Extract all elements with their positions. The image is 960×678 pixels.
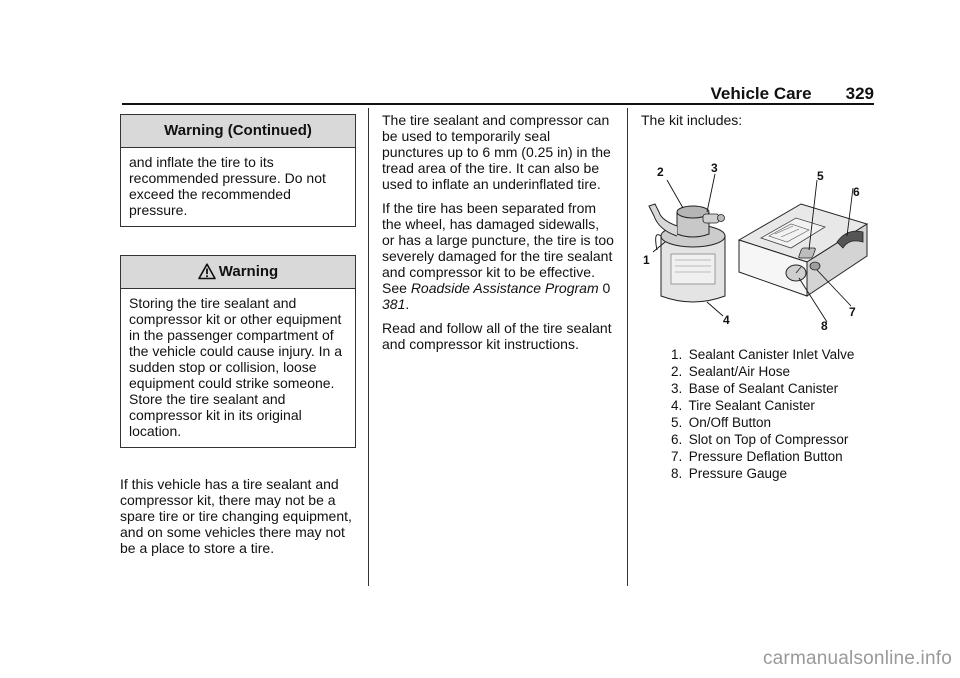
- callout-4: 4: [723, 313, 730, 327]
- warning-title-row: [121, 256, 355, 289]
- list-item: 2. Sealant/Air Hose: [671, 364, 791, 379]
- roadside-assistance-page-link[interactable]: 381: [382, 296, 406, 312]
- list-item: 3. Base of Sealant Canister: [671, 381, 839, 396]
- list-item: 6. Slot on Top of Compressor: [671, 432, 849, 447]
- warning-title: Warning: [218, 263, 279, 280]
- list-item: 8. Pressure Gauge: [671, 466, 788, 481]
- warning-continued-text: and inflate the tire to its recommended pressure. Do not exceed the recommended pressure.: [129, 154, 326, 218]
- kit-spare-tire-paragraph: If this vehicle has a tire sealant and compressor kit, there may not be a spare tire or tire changing equipment, and on some vehicles there may not be a place to store a tire.: [120, 476, 352, 556]
- compressor-body: [739, 204, 867, 296]
- severe-damage-paragraph: [382, 200, 614, 312]
- severe-damage-text: If the tire has been separated from the wheel, has damaged sidewalls, or has a large puncture, the tire is too severely damaged for the tire sealant and compressor kit to be effective. See: [382, 200, 614, 296]
- kit-includes-intro: The kit includes:: [641, 112, 743, 128]
- column-divider-1: [368, 108, 369, 586]
- header-rule: [122, 103, 874, 105]
- page-header: [122, 84, 874, 104]
- follow-instructions-paragraph: Read and follow all of the tire sealant and compressor kit instructions.: [382, 320, 612, 352]
- column-divider-2: [627, 108, 628, 586]
- section-title: Vehicle Care: [710, 84, 812, 103]
- page-reference-icon: 0: [602, 280, 611, 296]
- callout-2: 2: [657, 165, 664, 179]
- warning-triangle-icon: [198, 260, 216, 292]
- sealant-compressor-kit-diagram: [641, 146, 874, 333]
- kit-illustration: [641, 146, 874, 326]
- callout-6: 6: [853, 185, 860, 199]
- kit-parts-list: [641, 346, 874, 482]
- sealant-use-paragraph: The tire sealant and compressor can be used to temporarily seal punctures up to 6 mm (0.25 in) in the tread area of the tire. It can also be used to inflate an underinflated tire.: [382, 112, 611, 192]
- callout-8: 8: [821, 319, 828, 333]
- column-3: [641, 112, 874, 482]
- sentence-end: .: [405, 296, 410, 312]
- list-item: 1. Sealant Canister Inlet Valve: [671, 347, 855, 362]
- watermark: carmanualsonline.info: [762, 648, 952, 669]
- list-item: 4. Tire Sealant Canister: [671, 398, 815, 413]
- warning-text: Storing the tire sealant and compressor kit or other equipment in the passenger compartment of the vehicle could cause injury. In a sudden stop or collision, loose equipment could strike someone. Store the tire sealant and compressor kit in its original location.: [129, 295, 342, 439]
- column-1: [120, 114, 356, 564]
- list-item: 5. On/Off Button: [671, 415, 772, 430]
- list-item: 7. Pressure Deflation Button: [671, 449, 843, 464]
- page-number: 329: [845, 84, 874, 103]
- sealant-canister: [649, 204, 725, 302]
- callout-5: 5: [817, 169, 824, 183]
- callout-3: 3: [711, 161, 718, 175]
- column-2: [382, 112, 614, 360]
- roadside-assistance-link[interactable]: Roadside Assistance Program: [410, 280, 599, 296]
- warning-box: [120, 255, 356, 448]
- warning-continued-title: Warning (Continued): [121, 115, 355, 148]
- callout-7: 7: [849, 305, 856, 319]
- warning-continued-box: [120, 114, 356, 227]
- callout-1: 1: [643, 253, 650, 267]
